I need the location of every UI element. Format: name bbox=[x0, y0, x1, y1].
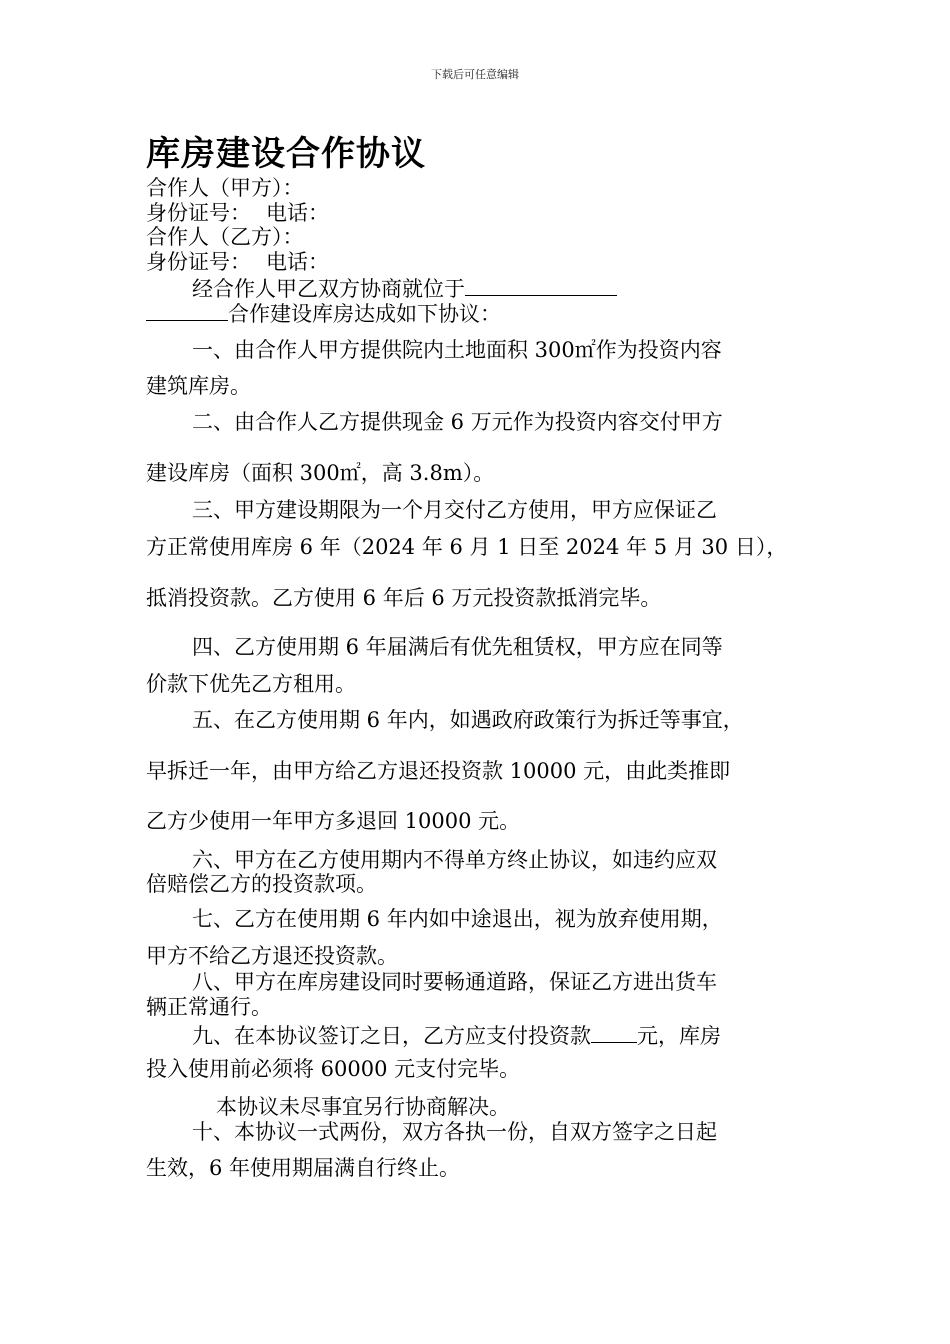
clause-4-line-1: 四、乙方使用期 6 年届满后有优先租赁权，甲方应在同等 bbox=[192, 635, 723, 659]
clause-3-line-2: 方正常使用库房 6 年（2024 年 6 月 1 日至 2024 年 5 月 30 日）， bbox=[146, 535, 788, 559]
clause-1-line-1: 一、由合作人甲方提供院内土地面积 300㎡作为投资内容 bbox=[192, 338, 722, 362]
intro-text-2: 合作建设库房达成如下协议： bbox=[228, 302, 501, 326]
clause-10-line-1: 十、本协议一式两份，双方各执一份，自双方签字之日起 bbox=[192, 1120, 717, 1144]
clause-5-line-2: 早拆迁一年，由甲方给乙方退还投资款 10000 元，由此类推即 bbox=[146, 759, 731, 783]
party-b-phone-label: 电话： bbox=[266, 250, 329, 274]
clause-10-line-2: 生效，6 年使用期届满自行终止。 bbox=[146, 1156, 461, 1180]
clause-9-text-b: 元，库房 bbox=[637, 1024, 721, 1048]
clause-2-line-2: 建设库房（面积 300㎡，高 3.8m）。 bbox=[146, 461, 495, 485]
clause-6-line-1: 六、甲方在乙方使用期内不得单方终止协议，如违约应双 bbox=[192, 848, 717, 872]
party-b-label: 合作人（乙方）： bbox=[146, 225, 304, 249]
party-a-label: 合作人（甲方）： bbox=[146, 176, 304, 200]
party-b-id-label: 身份证号： bbox=[146, 250, 251, 274]
clause-4-line-2: 价款下优先乙方租用。 bbox=[146, 672, 356, 696]
party-a-phone-label: 电话： bbox=[266, 201, 329, 225]
party-a-id-label: 身份证号： bbox=[146, 201, 251, 225]
clause-7-line-2: 甲方不给乙方退还投资款。 bbox=[146, 944, 398, 968]
clause-3-line-3: 抵消投资款。乙方使用 6 年后 6 万元投资款抵消完毕。 bbox=[146, 586, 662, 610]
clause-2-line-1: 二、由合作人乙方提供现金 6 万元作为投资内容交付甲方 bbox=[192, 410, 723, 434]
location-blank bbox=[465, 276, 617, 296]
clause-9-text-a: 九、在本协议签订之日，乙方应支付投资款 bbox=[192, 1024, 591, 1048]
intro-line-2 bbox=[146, 301, 501, 325]
clause-9-line-2: 投入使用前必须将 60000 元支付完毕。 bbox=[146, 1057, 521, 1081]
header-note: 下载后可任意编辑 bbox=[431, 68, 519, 81]
clause-6-line-2: 倍赔偿乙方的投资款项。 bbox=[146, 872, 377, 896]
clause-7-line-1: 七、乙方在使用期 6 年内如中途退出，视为放弃使用期， bbox=[192, 907, 723, 931]
clause-3-line-1: 三、甲方建设期限为一个月交付乙方使用，甲方应保证乙 bbox=[192, 498, 717, 522]
intro-line-1 bbox=[192, 276, 617, 300]
clause-9-line-1 bbox=[192, 1023, 721, 1047]
supplementary-note: 本协议未尽事宜另行协商解决。 bbox=[216, 1095, 510, 1119]
payment-amount-blank bbox=[591, 1023, 637, 1043]
clause-8-line-2: 辆正常通行。 bbox=[146, 995, 272, 1019]
clause-5-line-1: 五、在乙方使用期 6 年内，如遇政府政策行为拆迁等事宜， bbox=[192, 708, 744, 732]
intro-text-1: 经合作人甲乙双方协商就位于 bbox=[192, 277, 465, 301]
party-a-contact-line bbox=[146, 203, 329, 224]
document-title: 库房建设合作协议 bbox=[146, 134, 426, 174]
clause-8-line-1: 八、甲方在库房建设同时要畅通道路，保证乙方进出货车 bbox=[192, 970, 717, 994]
clause-1-line-2: 建筑库房。 bbox=[146, 374, 251, 398]
clause-5-line-3: 乙方少使用一年甲方多退回 10000 元。 bbox=[146, 809, 521, 833]
party-b-contact-line bbox=[146, 252, 329, 273]
location-blank-cont bbox=[146, 301, 228, 321]
